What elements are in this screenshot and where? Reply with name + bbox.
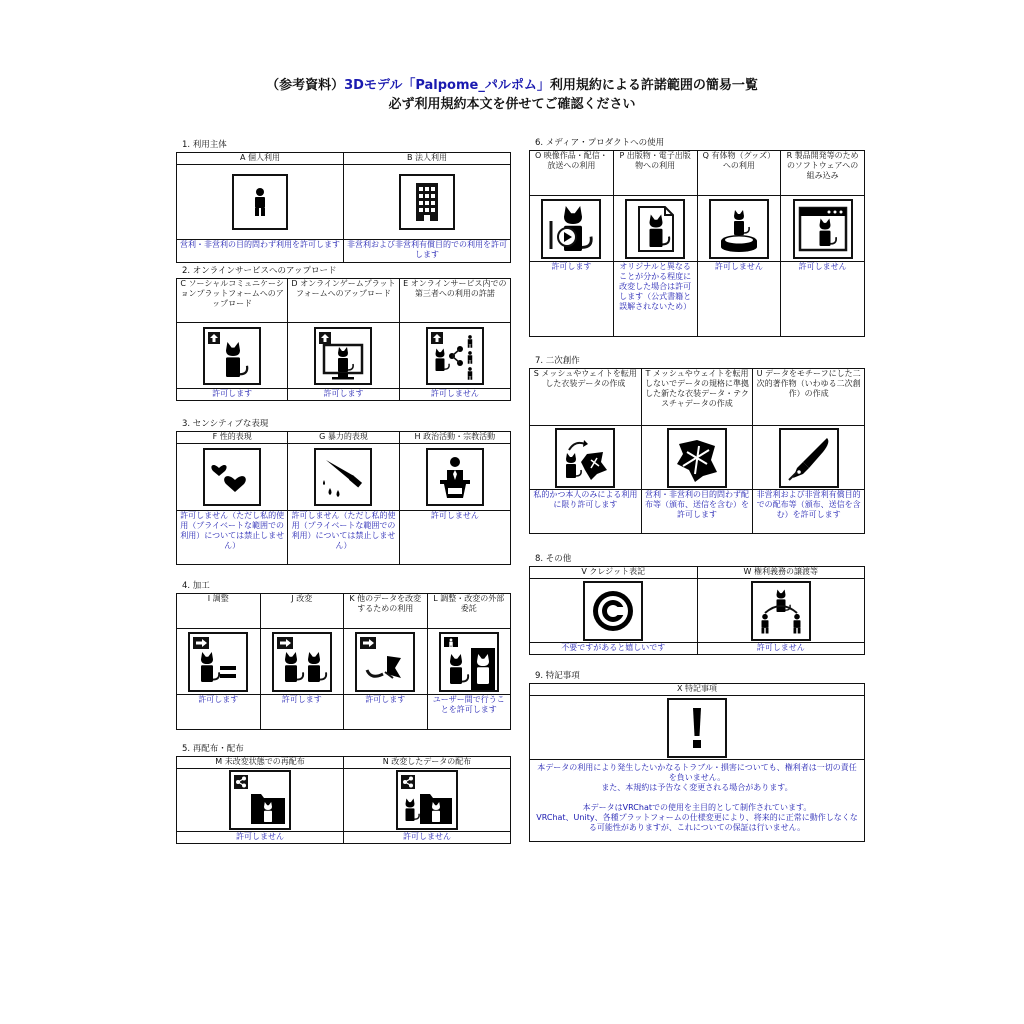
cell-label-m: M 未改変状態での再配布 (177, 757, 344, 769)
section-processing (176, 580, 511, 730)
cell-result-g: 許可しません（ただし私的使用（プライベートな範囲での利用）については禁止しません） (288, 511, 399, 565)
cell-icon-c (177, 323, 288, 389)
cell-label-g: G 暴力的表現 (288, 432, 399, 444)
section-heading: 3. センシティブな表現 (182, 419, 269, 429)
cell-icon-n (344, 769, 511, 832)
distribute-modified-icon (396, 770, 458, 830)
cell-result-s: 私的かつ本人のみによる利用に限り許可します (530, 490, 642, 534)
cell-result-h: 許可しません (399, 511, 510, 565)
cell-result-t: 営利・非営利の目的問わず配布等（頒布、送信を含む）を許可します (641, 490, 753, 534)
section-usage-subject (176, 139, 511, 263)
cell-label-i: I 調整 (177, 594, 261, 629)
section-other (529, 553, 865, 655)
cell-icon-g (288, 444, 399, 511)
cell-label-f: F 性的表現 (177, 432, 288, 444)
video-icon (541, 199, 601, 259)
page-title (0, 76, 1024, 114)
cell-result-k: 許可します (344, 695, 428, 730)
cell-icon-v (530, 579, 698, 643)
outsource-icon (439, 632, 499, 692)
modify-icon (272, 632, 332, 692)
cell-label-k: K 他のデータを改変するための利用 (344, 594, 428, 629)
cell-label-o: O 映像作品・配信・放送への利用 (530, 151, 614, 196)
exclamation-icon (667, 698, 727, 758)
section-sensitive-expression (176, 418, 511, 565)
cell-result-a: 営利・非営利の目的問わず利用を許可します (177, 240, 344, 263)
section-heading: 1. 利用主体 (182, 140, 227, 150)
cell-result-w: 許可しません (697, 643, 865, 655)
section-heading: 7. 二次創作 (535, 356, 580, 366)
cell-icon-t (641, 426, 753, 490)
cell-result-r: 許可しません (781, 262, 865, 337)
cell-icon-s (530, 426, 642, 490)
office-building-icon (399, 174, 455, 230)
copyright-icon (583, 581, 643, 641)
mesh-transfer-icon (555, 428, 615, 488)
cell-icon-q (697, 196, 781, 262)
cell-icon-e (399, 323, 510, 389)
cell-icon-r (781, 196, 865, 262)
cell-icon-p (613, 196, 697, 262)
section-heading: 6. メディア・プロダクトへの使用 (535, 138, 665, 148)
redistribute-icon (229, 770, 291, 830)
title-model-name: 3Dモデル「Palpome_パルポム」 (344, 78, 550, 93)
note-liability: 本データの利用により発生したいかなるトラブル・損害についても、権利者は一切の責任を負いません。 (537, 763, 857, 782)
cell-label-r: R 製品開発等のためのソフトウェアへの組み込み (781, 151, 865, 196)
cell-label-d: D オンラインゲームプラットフォームへのアップロード (288, 279, 399, 323)
cell-icon-l (427, 629, 511, 695)
cell-icon-a (177, 165, 344, 240)
cell-label-n: N 改変したデータの配布 (344, 757, 511, 769)
cell-label-x: X 特記事項 (530, 684, 865, 696)
software-icon (793, 199, 853, 259)
section-media-products (529, 137, 865, 337)
title-suffix: 利用規約による許諾範囲の簡易一覧 (549, 78, 758, 93)
section-heading: 4. 加工 (182, 581, 210, 591)
note-vrchat-purpose: 本データはVRChatでの使用を主目的として制作されています。 (582, 803, 812, 812)
hearts-icon (203, 448, 261, 506)
knife-icon (314, 448, 372, 506)
section-heading: 5. 再配布・配布 (182, 744, 244, 754)
adjust-icon (188, 632, 248, 692)
upload-game-icon (314, 327, 372, 385)
section-online-upload (176, 265, 511, 401)
section-derivative-works (529, 355, 865, 534)
cell-result-q: 許可しません (697, 262, 781, 337)
cell-icon-k (344, 629, 428, 695)
cell-result-n: 許可しません (344, 832, 511, 844)
note-no-warranty: VRChat、Unity、各種プラットフォームの仕様変更により、将来的に正常に動作しなくなる可能性がありますが、これについての保証は行いません。 (536, 813, 858, 832)
section-heading: 2. オンラインサービスへのアップロード (182, 266, 337, 276)
cell-icon-x (530, 696, 865, 760)
title-prefix: （参考資料） (266, 78, 345, 93)
cell-icon-b (344, 165, 511, 240)
note-changes: また、本規約は予告なく変更される場合があります。 (601, 783, 793, 792)
cell-label-b: B 法人利用 (344, 153, 511, 165)
section-redistribution (176, 743, 511, 844)
share-third-party-icon (426, 327, 484, 385)
upload-social-icon (203, 327, 261, 385)
pen-icon (779, 428, 839, 488)
cell-label-u: U データをモチーフにした二次的著作物（いわゆる二次創作）の作成 (753, 369, 865, 426)
cell-label-l: L 調整・改変の外部委託 (427, 594, 511, 629)
cell-label-c: C ソーシャルコミュニケーションプラットフォームへのアップロード (177, 279, 288, 323)
cell-result-f: 許可しません（ただし私的使用（プライベートな範囲での利用）については禁止しません） (177, 511, 288, 565)
cell-label-t: T メッシュやウェイトを転用しないでデータの規格に準拠した新たな衣装データ・テクスチャデータの作成 (641, 369, 753, 426)
transfer-rights-icon (751, 581, 811, 641)
figure-goods-icon (709, 199, 769, 259)
cell-icon-j (260, 629, 344, 695)
cell-label-e: E オンラインサービス内での第三者への利用の許諾 (399, 279, 510, 323)
person-icon (232, 174, 288, 230)
section-heading: 9. 特記事項 (535, 671, 580, 681)
cell-label-v: V クレジット表記 (530, 567, 698, 579)
cell-icon-m (177, 769, 344, 832)
cell-result-u: 非営利および非営利有償目的での配布等（頒布、送信を含む）を許可します (753, 490, 865, 534)
cell-icon-h (399, 444, 510, 511)
cell-result-i: 許可します (177, 695, 261, 730)
cell-result-o: 許可します (530, 262, 614, 337)
texture-create-icon (667, 428, 727, 488)
cell-icon-d (288, 323, 399, 389)
reuse-parts-icon (355, 632, 415, 692)
cell-result-d: 許可します (288, 389, 399, 401)
cell-label-a: A 個人利用 (177, 153, 344, 165)
publication-icon (625, 199, 685, 259)
cell-result-j: 許可します (260, 695, 344, 730)
cell-result-p: オリジナルと異なることが分かる程度に改変した場合は許可します（公式書籍と誤解されないため） (613, 262, 697, 337)
cell-icon-o (530, 196, 614, 262)
podium-icon (426, 448, 484, 506)
cell-result-e: 許可しません (399, 389, 510, 401)
cell-icon-u (753, 426, 865, 490)
page-subtitle: 必ず利用規約本文を併せてご確認ください (388, 97, 636, 112)
cell-result-m: 許可しません (177, 832, 344, 844)
cell-label-h: H 政治活動・宗教活動 (399, 432, 510, 444)
cell-label-s: S メッシュやウェイトを転用した衣装データの作成 (530, 369, 642, 426)
cell-result-c: 許可します (177, 389, 288, 401)
cell-label-p: P 出版物・電子出版物への利用 (613, 151, 697, 196)
cell-label-q: Q 有体物（グッズ）への利用 (697, 151, 781, 196)
cell-icon-w (697, 579, 865, 643)
cell-label-j: J 改変 (260, 594, 344, 629)
cell-label-w: W 権利義務の譲渡等 (697, 567, 865, 579)
cell-result-x (530, 760, 865, 842)
section-heading: 8. その他 (535, 554, 572, 564)
section-special-notes (529, 670, 865, 842)
cell-result-l: ユーザー間で行うことを許可します (427, 695, 511, 730)
cell-result-b: 非営利および非営利有償目的での利用を許可します (344, 240, 511, 263)
cell-icon-i (177, 629, 261, 695)
cell-result-v: 不要ですがあると嬉しいです (530, 643, 698, 655)
cell-icon-f (177, 444, 288, 511)
